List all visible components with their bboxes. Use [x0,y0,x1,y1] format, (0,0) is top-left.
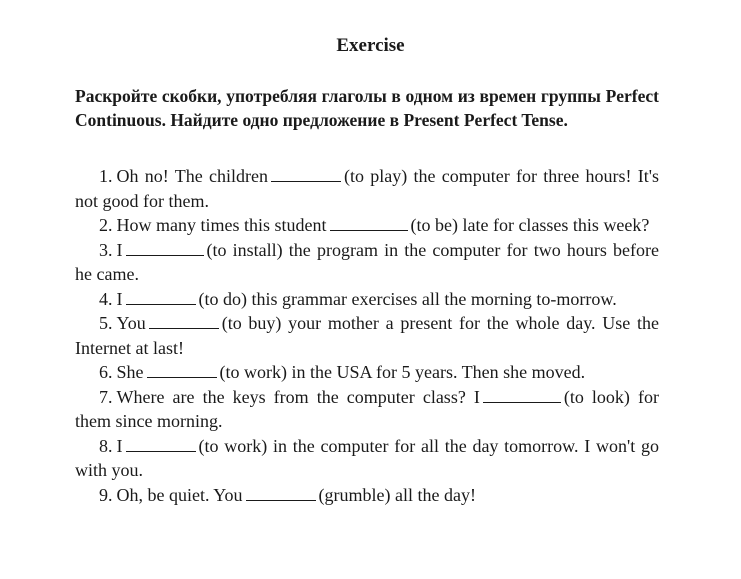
item-text-after: (to buy) your mother a present for the whole day. Use the Internet at last! [75,313,659,358]
item-number: 8. [99,435,113,456]
item-number: 5. [99,313,113,333]
page-title: Exercise [336,35,405,56]
item-text-before: You [116,313,146,333]
item-number: 9. [99,484,113,505]
item-text-after: (grumble) all the day! [318,484,476,505]
item-text-before: She [116,362,144,382]
item-text-before: Oh, be quiet. You [116,484,243,505]
item-number: 7. [99,386,113,407]
item-number: 4. [99,288,113,309]
answer-blank [126,288,196,305]
answer-blank [149,312,219,329]
item-text-after: (to look) for them since morning. [75,386,659,431]
item-text-after: (to be) late for classes this week? [410,215,650,235]
item-text-before: How many times this student [116,215,327,235]
answer-blank [126,435,196,452]
item-number: 3. [99,239,113,260]
item-text-after: (to install) the program in the computer for two hours before he came. [75,239,659,284]
answer-blank [330,214,408,231]
exercise-item-9 [75,483,659,508]
answer-blank [271,165,341,182]
item-text-after: (to play) the computer for three hours! It's not good for them. [75,166,659,211]
item-text-before: Oh no! The children [116,166,268,186]
answer-blank [246,484,316,501]
item-number: 1. [99,166,113,186]
item-text-before: I [116,239,123,260]
item-number: 6. [99,362,113,382]
item-number: 2. [99,215,113,235]
exercise-item-5 [75,311,659,360]
item-text-after: (to work) in the computer for all the day tomorrow. I won't go with you. [75,435,659,480]
exercise-item-3 [75,238,659,287]
answer-blank [126,239,204,256]
exercise-item-4 [75,287,659,312]
answer-blank [483,386,561,403]
item-text-before: Where are the keys from the computer class? I [116,386,480,407]
item-text-before: I [116,435,123,456]
item-text-after: (to do) this grammar exercises all the morning to-morrow. [198,288,617,309]
instruction-text: Раскройте скобки, употребляя глаголы в одном из времен группы Perfect Continuous. Найдите одно предложение в Present Perfect Tense. [75,86,659,130]
exercise-item-8 [75,434,659,483]
item-text-after: (to work) in the USA for 5 years. Then she moved. [219,362,586,382]
exercise-item-7 [75,385,659,434]
exercise-list [75,164,659,507]
exercise-item-2 [75,213,659,238]
exercise-item-6 [75,360,659,385]
item-text-before: I [116,288,123,309]
exercise-item-1 [75,164,659,213]
answer-blank [147,361,217,378]
